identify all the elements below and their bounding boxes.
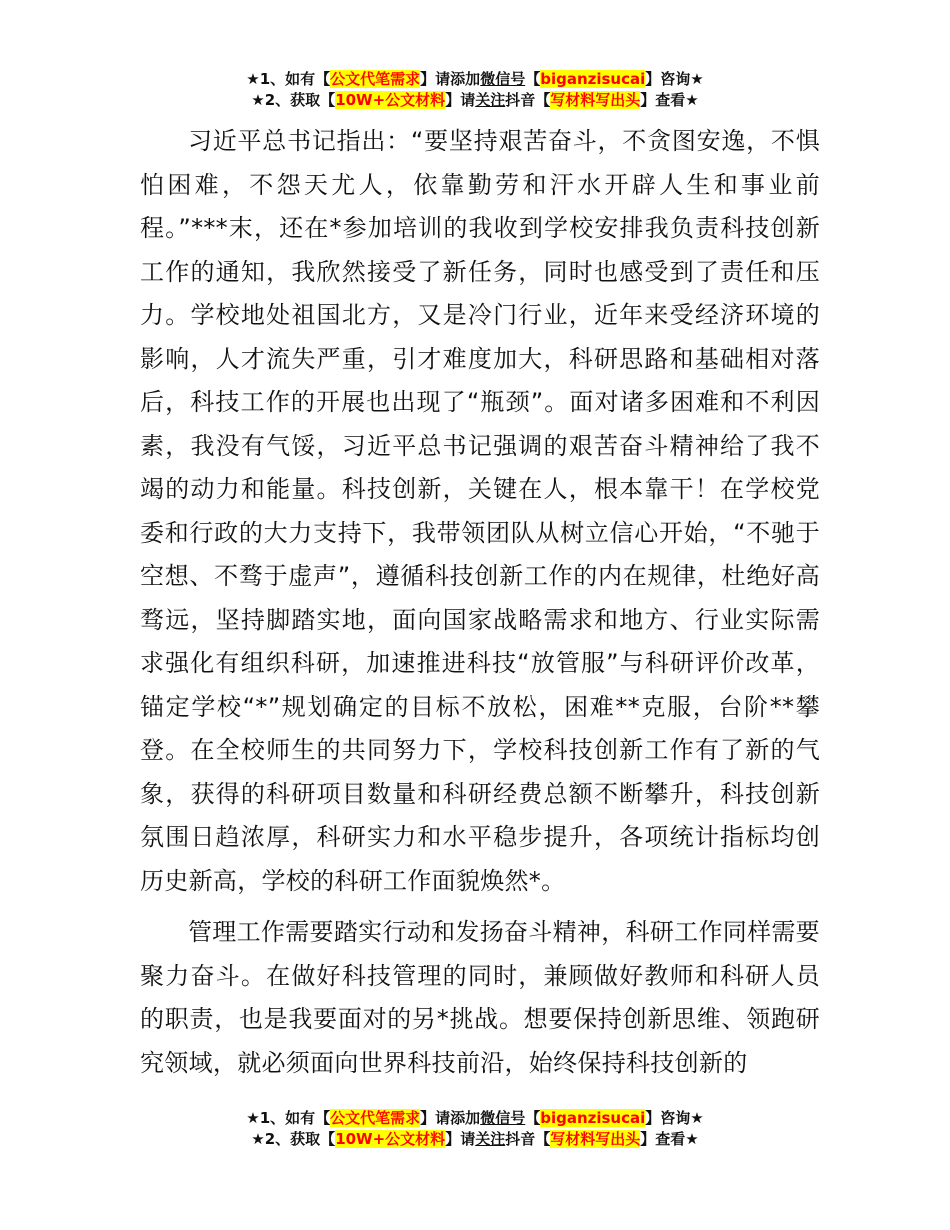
highlight-douyin-account: 写材料写出头 <box>550 91 641 109</box>
banner-text: ★1、如有【 <box>246 1109 331 1127</box>
highlight-wechat-id: biganzisucai <box>540 70 646 88</box>
banner-text: 】咨询★ <box>645 70 704 88</box>
banner-line-2 <box>0 1129 950 1150</box>
banner-text: 【 <box>525 1109 541 1127</box>
highlight-materials: 10W+公文材料 <box>335 91 446 109</box>
banner-text: ★2、获取【 <box>251 91 336 109</box>
highlight-materials: 10W+公文材料 <box>335 1130 446 1148</box>
banner-text: 】请添加 <box>420 70 481 88</box>
highlight-wechat-id: biganzisucai <box>540 1109 646 1127</box>
banner-text: 】查看★ <box>640 1130 699 1148</box>
underlined-wechat: 微信号 <box>480 1109 526 1127</box>
underlined-follow: 关注 <box>475 91 506 109</box>
banner-text: 抖音【 <box>505 91 551 109</box>
underlined-follow: 关注 <box>475 1130 506 1148</box>
banner-text: 【 <box>525 70 541 88</box>
body-paragraph: 管理工作需要踏实行动和发扬奋斗精神，科研工作同样需要聚力奋斗。在做好科技管理的同时，兼顾做好教师和科研人员的职责，也是我要面对的另*挑战。想要保持创新思维、领跑研究领域，就必须面向世界科技前沿，始终保持科技创新的 <box>140 918 820 1077</box>
banner-line-2 <box>0 90 950 111</box>
banner-text: ★2、获取【 <box>251 1130 336 1148</box>
header-banner <box>0 69 950 111</box>
highlight-douyin-account: 写材料写出头 <box>550 1130 641 1148</box>
highlight-ghostwriting: 公文代笔需求 <box>330 70 421 88</box>
banner-text: 】请 <box>445 1130 476 1148</box>
footer-banner <box>0 1108 950 1150</box>
banner-text: 】请 <box>445 91 476 109</box>
banner-text: ★1、如有【 <box>246 70 331 88</box>
banner-text: 抖音【 <box>505 1130 551 1148</box>
document-body <box>140 120 820 1085</box>
underlined-wechat: 微信号 <box>480 70 526 88</box>
body-paragraph: 习近平总书记指出：“要坚持艰苦奋斗，不贪图安逸，不惧怕困难，不怨天尤人，依靠勤劳和汗水开辟人生和事业前程。”***末，还在*参加培训的我收到学校安排我负责科技创新工作的通知，我欣然接受了新任务，同时也感受到了责任和压力。学校地处祖国北方，又是冷门行业，近年来受经济环境的影响，人才流失严重，引才难度加大，科研思路和基础相对落后，科技工作的开展也出现了“瓶颈”。面对诸多困难和不利因素，我没有气馁，习近平总书记强调的艰苦奋斗精神给了我不竭的动力和能量。科技创新，关键在人，根本靠干！在学校党委和行政的大力支持下，我带领团队从树立信心开始，“不驰于空想、不骛于虚声”，遵循科技创新工作的内在规律，杜绝好高骛远，坚持脚踏实地，面向国家战略需求和地方、行业实际需求强化有组织科研，加速推进科技“放管服”与科研评价改革，锚定学校“*”规划确定的目标不放松，困难**克服，台阶**攀登。在全校师生的共同努力下，学校科技创新工作有了新的气象，获得的科研项目数量和科研经费总额不断攀升，科技创新氛围日趋浓厚，科研实力和水平稳步提升，各项统计指标均创历史新高，学校的科研工作面貌焕然*。 <box>140 127 820 895</box>
banner-line-1 <box>0 69 950 90</box>
banner-line-1 <box>0 1108 950 1129</box>
highlight-ghostwriting: 公文代笔需求 <box>330 1109 421 1127</box>
banner-text: 】请添加 <box>420 1109 481 1127</box>
banner-text: 】咨询★ <box>645 1109 704 1127</box>
banner-text: 】查看★ <box>640 91 699 109</box>
